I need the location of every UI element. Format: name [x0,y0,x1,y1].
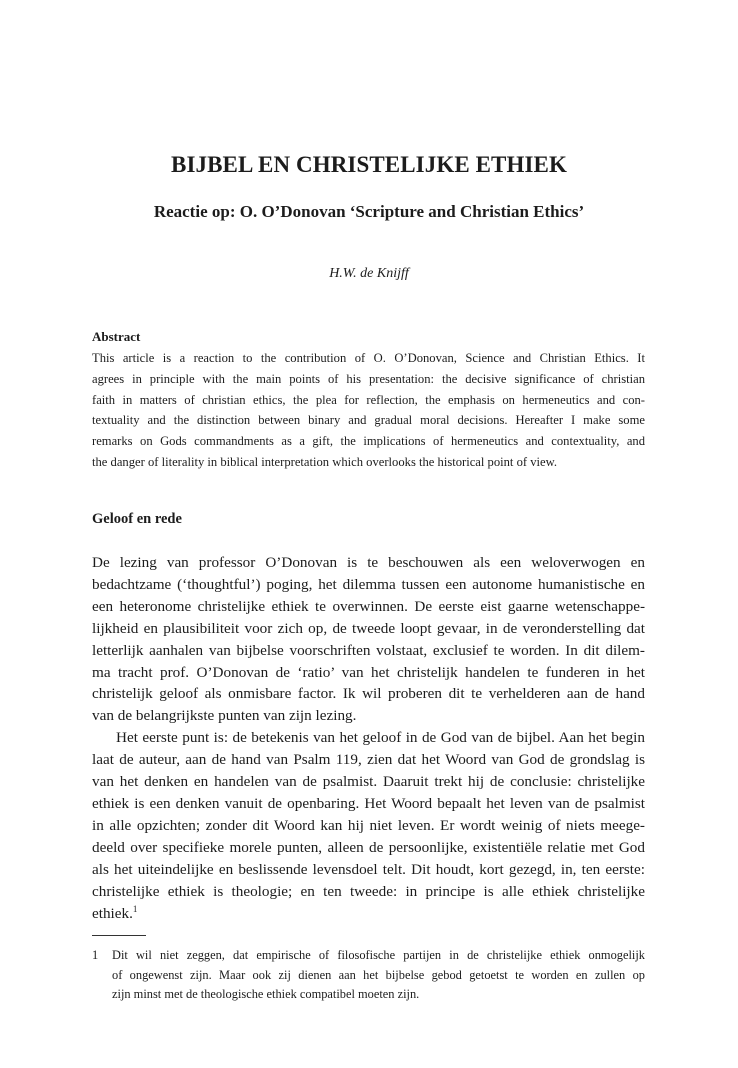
body-line: van de belangrijkste punten van zijn lezing. [92,707,357,725]
body-line: als het uiteindelijke en beslissende levensdoel telt. Dit houdt, kort gezegd, in, ten eerste: [92,860,645,878]
body-line: christelijk geloof als onmisbare factor. Ik wil proberen dit te verhelderen aan de hand [92,685,645,703]
abstract-line: textuality and the distinction between binary and gradual moral decisions. Hereafter I make some [92,413,645,428]
footnote-divider [92,935,146,936]
abstract-text [92,348,645,473]
body-line-text: ethiek. [92,904,133,922]
article-title: BIJBEL EN CHRISTELIJKE ETHIEK [171,152,567,177]
body-line: van het denken en handelen van de psalmist. Daaruit trekt hij de conclusie: christelijke [92,773,645,791]
abstract-line: the danger of literality in biblical interpretation which overlooks the historical point of view. [92,454,558,469]
body-line: christelijke ethiek is theologie; en ten tweede: in principe is alle ethiek christelijke [92,882,645,900]
body-line: Het eerste punt is: de betekenis van het geloof in de God van de bijbel. Aan het begin [116,729,645,747]
body-line: lijkheid en plausibiliteit voor zich op, de tweede loopt gevaar, in de veronderstelling dat [92,619,645,637]
author-name: H.W. de Knijff [329,266,409,281]
body-line: bedachtzame (‘thoughtful’) poging, het dilemma tussen een autonome humanistische en [92,575,645,593]
footnote-body [112,946,645,1005]
body-line: letterlijk aanhalen van bijbelse voorschriften volstaat, exclusief te worden. In dit dilem- [92,641,645,659]
body-line: een heteronome christelijke ethiek te overwinnen. De eerste eist gaarne wetenschappe- [92,597,645,615]
body-line-final [92,903,645,925]
abstract-line: This article is a reaction to the contribution of O. O’Donovan, Science and Christian Ethics. It [92,351,645,365]
body-line: laat de auteur, aan de hand van Psalm 119, zien dat het Woord van God de grondslag is [92,751,645,769]
body-line: ethiek is een denken vanuit de openbaring. Het Woord bepaalt het leven van de psalmist [92,794,645,812]
body-line: ma tracht prof. O’Donovan de ‘ratio’ van het christelijk handelen te funderen in het [92,663,645,681]
footnote-line: of ongewenst zijn. Maar ook zij dienen aan het bijbelse gebod getoetst te worden en zullen op [112,967,645,982]
footnote-number: 1 [92,948,99,962]
body-line: De lezing van professor O’Donovan is te beschouwen als een weloverwogen en [92,554,645,571]
abstract-line: agrees in principle with the main points of his presentation: the decisive significance of christian [92,371,645,386]
section-heading: Geloof en rede [92,511,182,527]
footnote-line: zijn minst met de theologische ethiek compatibel moeten zijn. [112,987,420,1001]
body-line: in alle opzichten; zonder dit Woord kan hij niet leven. Er wordt weinig of niets meege- [92,816,645,834]
footnote-reference[interactable]: 1 [132,903,138,914]
abstract-heading: Abstract [92,329,141,344]
abstract-line: faith in matters of christian ethics, the plea for reflection, the emphasis on hermeneutics and con- [92,392,645,407]
article-subtitle: Reactie op: O. O’Donovan ‘Scripture and Christian Ethics’ [153,202,585,221]
body-text [92,552,645,924]
abstract-line: remarks on Gods commandments as a gift, the implications of hermeneutics and contextuality, and [92,434,645,449]
footnote [92,946,645,1005]
footnote-line: Dit wil niet zeggen, dat empirische of filosofische partijen in de christelijke ethiek onmogelijk [112,948,645,962]
body-line: deeld over specifieke morele punten, alleen de persoonlijke, existentiële relatie met God [92,838,645,856]
